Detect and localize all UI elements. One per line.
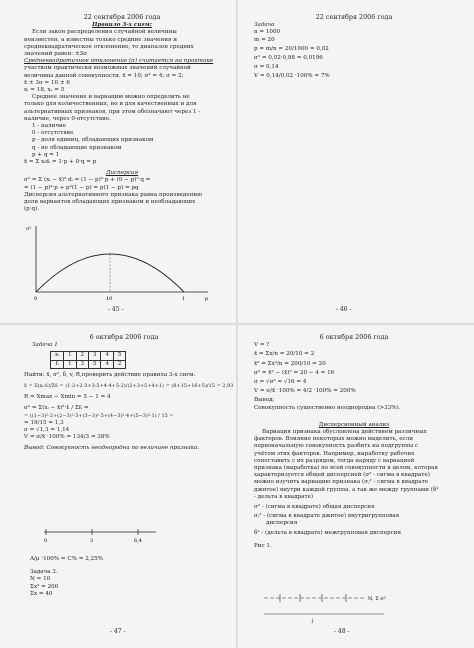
page-number: - 48 - xyxy=(334,628,350,635)
calc-line: x̄ = Σ(xᵢ·fᵢ)/Σfᵢ = (1·2+2·3+3·5+4·4+5·2)/(2+3+5+4+1) = (8+15+16+5)/15 = 2,93 xyxy=(24,383,234,390)
page-date: 6 октября 2006 года xyxy=(89,333,159,341)
text-line: Дисперсия альтернативного признака равна произведению xyxy=(24,191,202,198)
text-line: - дельта в квадрате) xyxy=(254,493,314,500)
calc-line: V = 0,14/0,02 ·100% = 7% xyxy=(254,73,330,80)
calc-line: σ² = Σ(xᵢ − x̄)²·fᵢ / Σfᵢ = xyxy=(24,405,89,412)
text-line: характеризуется общей дисперсией (σ² - сигма в квадрате) xyxy=(254,472,430,479)
text-line: значений равен: ±3σ xyxy=(24,51,87,58)
def-line: σⱼ² - (сигма в квадрате джитое) внутригрупповая xyxy=(254,513,400,520)
table-cell: 4 xyxy=(101,360,113,368)
calc-line: n = 1000 xyxy=(254,29,281,36)
calc-line: p = m/n = 20/1000 = 0,02 xyxy=(254,45,329,52)
calc-line: m = 20 xyxy=(254,36,275,43)
calc-line: x̄ = Σx/n = 20/10 = 2 xyxy=(254,351,315,358)
tick-label: 0 xyxy=(44,538,48,544)
formula-line: σ² = Σ (xᵢ − x̄)² dᵢ = (1 − p)²·p + (0 − p)²·q = xyxy=(24,177,151,184)
text-line: сопоставить с их разрядом, тогда наряду с вариацией xyxy=(254,457,415,464)
conclusion-title: Вывод: xyxy=(254,397,275,404)
table-row xyxy=(51,352,126,360)
text-line: Вариация признака обусловлена действием различных xyxy=(262,429,427,436)
task-title: Задача 1 xyxy=(32,342,58,349)
calc-line: V = σ/x̄ ·100% = 4/2 ·100% = 200% xyxy=(254,388,356,395)
table-cell: 3 xyxy=(76,360,88,368)
task-title: Задача xyxy=(254,22,275,29)
text-line: (p·q). xyxy=(24,206,40,213)
y-axis-label: σ² xyxy=(26,226,32,232)
text-line: признака (выработка) по всей совокупности в целом, которая xyxy=(254,465,438,472)
calc-line: Σx² = 200 xyxy=(30,583,59,590)
table-cell: 4 xyxy=(101,352,113,360)
text-line: x̄ = Σ xᵢdᵢ = 1·p + 0·q = p xyxy=(24,159,97,166)
x-axis-label: p xyxy=(205,296,209,302)
table-cell: 5 xyxy=(89,360,101,368)
text-line: доли вариантов обладающих признаком и необладающих xyxy=(24,199,196,206)
variation-table xyxy=(50,351,126,368)
tick-label: 3 xyxy=(90,538,94,544)
table-cell: 1 xyxy=(64,360,76,368)
page-45 xyxy=(24,14,220,213)
page-number: - 46 - xyxy=(336,306,352,313)
find-line: Найти: x̄, σ², δ, v, R,проверить действие правила 3-х сигм. xyxy=(24,371,196,378)
tick-label: 0 xyxy=(34,296,38,302)
text-line: Среднеквадратичное отклонение (σ) считается на практике xyxy=(24,58,214,65)
table-cell: 1 xyxy=(64,352,76,360)
page-date: 22 сентября 2006 года xyxy=(315,13,393,21)
calc-line: σ = √1,3 = 1,14 xyxy=(24,427,70,434)
figure-1 xyxy=(260,588,420,624)
text-line: среднеквадратическое отклонение, то диапазон средних xyxy=(24,43,194,50)
text-line: джитое) внутри каждой группы, а так же между группами (δ² xyxy=(254,486,439,493)
table-cell: fᵢ xyxy=(51,360,64,368)
text-line: только для количественных, но и для качественных и для xyxy=(24,101,197,108)
table-cell: 3 xyxy=(89,352,101,360)
fig-right-label: N, Σ σ² xyxy=(368,596,386,602)
calc-line: σ = √σ² = √16 = 4 xyxy=(254,379,307,386)
text-line: участком практически возможных значений случайной xyxy=(24,65,191,72)
section-title: Дисперсия xyxy=(105,170,139,177)
calc-line: R = Xmax − Xmin = 5 − 1 = 4 xyxy=(24,394,111,401)
page-48 xyxy=(254,334,454,550)
text-line: наличие, через 0-отсутствие. xyxy=(24,115,111,122)
text-line: q - не обладающие признаком xyxy=(32,144,122,151)
page-number: - 45 - xyxy=(108,306,124,313)
text-line: величины данной совокупности. x̄ = 10; σ² = 4; σ = 2; xyxy=(24,72,184,79)
table-cell: 5 xyxy=(113,352,125,360)
page-47 xyxy=(24,333,234,453)
calc-line: x̄² = Σx²/n = 200/10 = 20 xyxy=(254,360,326,367)
text-line: p - доля единиц, обладающих признаком xyxy=(32,137,154,144)
calc-line: σ² = 0,02·0,98 = 0,0196 xyxy=(254,55,323,62)
tick-label: 1 xyxy=(182,296,186,302)
variance-graph xyxy=(24,220,214,304)
page-date: 6 октября 2006 года xyxy=(319,333,389,341)
text-line: неизвестен, а известны только средние значения и xyxy=(24,36,177,43)
calc-line: Σx = 40 xyxy=(30,590,53,597)
page-date: 22 сентября 2006 года xyxy=(83,13,161,21)
horizontal-fold xyxy=(0,323,474,325)
calc-line: σ = 0,14 xyxy=(254,64,279,71)
figure-label: Рис 1. xyxy=(254,542,272,549)
calc-line: V = σ/x̄ ·100% = 134/3 = 38% xyxy=(24,434,110,441)
fig-bottom-label: j xyxy=(312,618,314,624)
calc-line: N = 10 xyxy=(30,576,51,583)
formula-line: A/μ ·100% = C% = 2,25% xyxy=(30,556,103,562)
tick-label: 6,4 xyxy=(134,538,142,544)
page-47-lower xyxy=(30,556,230,598)
table-cell: xᵢ xyxy=(51,352,64,360)
def-line: δ² - (дельта в квадрате) межгрупповая дисперсия xyxy=(254,529,401,536)
table-cell: 2 xyxy=(76,352,88,360)
text-line: 1 - наличие xyxy=(32,123,67,130)
text-line: p + q = 1 xyxy=(32,151,60,158)
task-title: Задача 2. xyxy=(30,569,58,576)
formula-line: = (1 − p)²·p + p²(1 − p) = p(1 − p) = pq xyxy=(24,184,139,191)
text-line: x̄ ± 3σ = 10 ± 6 xyxy=(24,79,70,86)
calc-line: V = ? xyxy=(254,342,270,349)
calc-line: = ((1−3)²·2+(2−3)²·3+(3−3)²·5+(4−3)²·4+(5−3)²·1) / 15 = xyxy=(24,412,174,419)
tick-label: 10 xyxy=(106,296,113,302)
rule-title: Правило 3-х сигм: xyxy=(92,22,152,29)
text-line: Если закон распределения случайной величины xyxy=(32,29,177,36)
conclusion-line: Совокупность существенно неоднородна (>33%). xyxy=(254,404,401,411)
page-number: - 47 - xyxy=(110,628,126,635)
text-line: 0 - отсутствие xyxy=(32,130,74,137)
calc-line: σ² = x̄² − (x̄)² = 20 − 4 = 16 xyxy=(254,369,335,376)
page-46 xyxy=(254,14,454,81)
table-cell: 2 xyxy=(113,360,125,368)
table-row xyxy=(51,360,126,368)
text-line: можно изучить вариацию признака (σⱼ² - сигма в квадрате xyxy=(254,479,429,486)
text-line: xₗ = 18, xₛ = 5 xyxy=(24,87,65,94)
def-line: дисперсия xyxy=(266,520,298,527)
conclusion-line: Вывод: Совокупность неоднородна по величине признака. xyxy=(24,445,200,452)
text-line: учётом этих факторов. Например, выработку рабочих xyxy=(254,450,415,457)
text-line: первоначальную совокупность разбить на подгруппы с xyxy=(254,443,419,450)
scale-axis xyxy=(40,528,160,544)
text-line: Среднее значение и вариацию можно определить не xyxy=(32,94,190,101)
calc-line: = 19/15 = 1,3 xyxy=(24,419,64,426)
text-line: факторов. Влияние некоторых можно выделить, если xyxy=(254,436,413,443)
text-line: альтернативных признаков, при этом обозначают через 1 - xyxy=(24,108,201,115)
section-title: Дисперсионный анализ xyxy=(318,421,390,428)
def-line: σ² - (сигма в квадрате) общая дисперсия xyxy=(254,504,375,511)
